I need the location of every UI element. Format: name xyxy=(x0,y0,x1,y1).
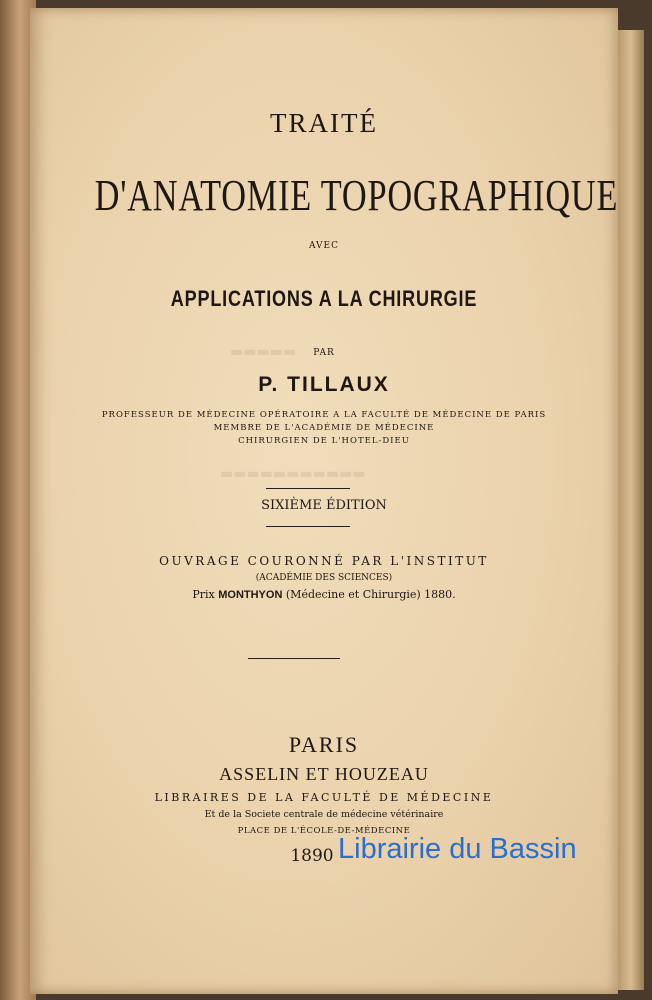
title-traite: TRAITÉ xyxy=(270,108,378,138)
author-credential: CHIRURGIEN DE L'HOTEL-DIEU xyxy=(238,436,410,446)
divider xyxy=(248,658,340,659)
subtitle: APPLICATIONS A LA CHIRURGIE xyxy=(170,286,478,311)
author-credential: PROFESSEUR DE MÉDECINE OPÉRATOIRE A LA FACULTÉ DE MÉDECINE DE PARIS xyxy=(101,410,547,420)
author-name: P. TILLAUX xyxy=(258,373,390,396)
edition: SIXIÈME ÉDITION xyxy=(261,498,387,513)
booksellers: LIBRAIRES DE LA FACULTÉ DE MÉDECINE xyxy=(154,791,494,804)
par-label: PAR xyxy=(313,348,335,358)
avec-label: AVEC xyxy=(308,241,339,251)
academy-line: (ACADÉMIE DES SCIENCES) xyxy=(255,573,393,583)
show-through-text: ▬▬▬▬▬ xyxy=(230,344,297,360)
divider xyxy=(266,526,350,527)
prize-suffix: (Médecine et Chirurgie) 1880. xyxy=(285,588,456,601)
divider xyxy=(266,488,350,489)
address-line: PLACE DE L'ÉCOLE-DE-MÉDECINE xyxy=(237,826,411,836)
prize-name: MONTHYON xyxy=(218,589,283,601)
publisher: ASSELIN ET HOUZEAU xyxy=(219,764,429,784)
imprint-city: PARIS xyxy=(288,732,360,757)
show-through-text: ▬▬▬▬▬▬▬▬▬▬▬ xyxy=(220,466,366,482)
bookseller-watermark: Librairie du Bassin xyxy=(338,833,577,865)
author-credential: MEMBRE DE L'ACADÉMIE DE MÉDECINE xyxy=(213,423,435,433)
prize-line xyxy=(30,588,618,601)
award-line: OUVRAGE COURONNÉ PAR L'INSTITUT xyxy=(159,554,489,568)
publication-year: 1890 xyxy=(290,846,334,866)
main-title: D'ANATOMIE TOPOGRAPHIQUE xyxy=(94,171,619,220)
prize-prefix: Prix xyxy=(192,588,215,601)
society-line: Et de la Societe centrale de médecine vétérinaire xyxy=(204,809,444,820)
